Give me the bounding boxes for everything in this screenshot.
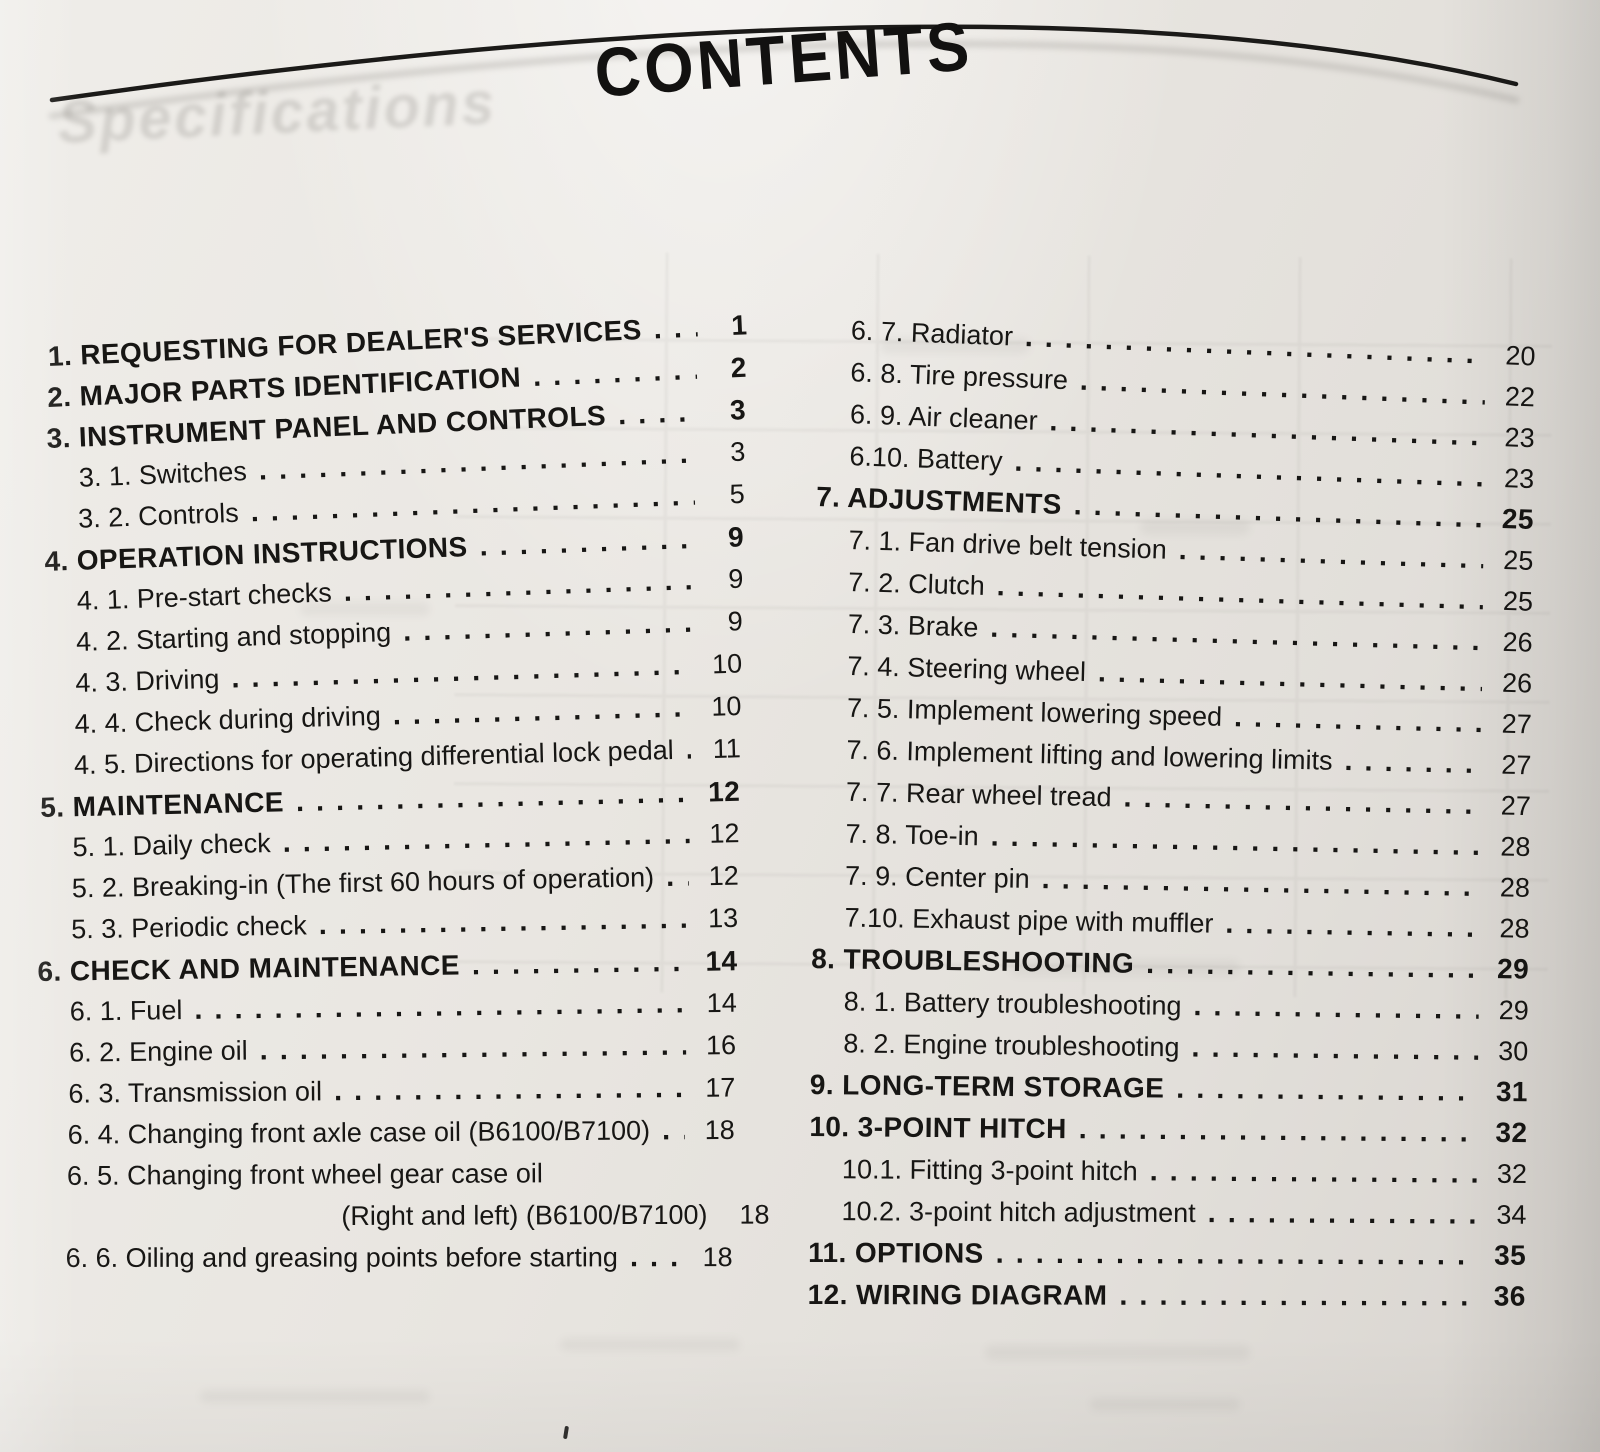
- toc-entry-label: 6. 6. Oiling and greasing points before starting: [65, 1242, 618, 1273]
- toc-entry-page: 32: [1496, 1158, 1528, 1190]
- page-title: CONTENTS: [592, 7, 976, 112]
- toc-entry-page: 12: [709, 818, 740, 849]
- toc-entry: [808, 1274, 1526, 1318]
- toc-entry-label: 4. OPERATION INSTRUCTIONS: [43, 531, 469, 577]
- bleedthrough-title: Specifications: [56, 69, 499, 156]
- dot-leader: [259, 1026, 686, 1072]
- toc-entry-page: 27: [1500, 749, 1532, 781]
- ink-speck: [563, 1426, 569, 1439]
- toc-entry-page: 23: [1503, 463, 1535, 495]
- toc-entry-page: 10: [710, 690, 742, 722]
- toc-entry: [36, 1025, 736, 1074]
- toc-left-column: [37, 309, 770, 1279]
- toc-entry: [808, 1232, 1526, 1277]
- dot-leader: [617, 392, 697, 436]
- dot-leader: [666, 857, 689, 898]
- toc-entry-page: 5: [729, 478, 746, 510]
- toc-entry-label: 6. 5. Changing front wheel gear case oil: [66, 1158, 543, 1191]
- toc-entry-page: 20: [1504, 340, 1537, 372]
- toc-entry-page: 26: [1502, 626, 1534, 658]
- dot-leader: [334, 1068, 686, 1112]
- dot-leader: [282, 814, 690, 864]
- dot-leader: [1225, 903, 1480, 949]
- dot-leader: [1079, 1108, 1478, 1153]
- toc-entry-label: 6. 8. Tire pressure: [849, 357, 1069, 396]
- toc-entry-page: 29: [1498, 995, 1529, 1026]
- toc-entry: [810, 1064, 1528, 1113]
- toc-entry-label: 8. 2. Engine troubleshooting: [843, 1028, 1180, 1063]
- toc-entry-label: 6. 1. Fuel: [69, 995, 183, 1027]
- toc-entry-page: 9: [727, 606, 744, 637]
- toc-entry-page: 25: [1502, 545, 1534, 576]
- toc-entry-label: 7. 9. Center pin: [844, 860, 1030, 894]
- dot-leader: [1191, 1026, 1478, 1071]
- toc-entry-page: 16: [705, 1030, 737, 1061]
- toc-entry-label: 6. 2. Engine oil: [68, 1035, 248, 1068]
- toc-entry-page: 27: [1500, 790, 1532, 822]
- toc-entry-page: 36: [1493, 1280, 1526, 1312]
- toc-entry-label: 4. 1. Pre-start checks: [76, 577, 333, 616]
- dot-leader: [194, 983, 687, 1031]
- toc-entry-label: 6. 9. Air cleaner: [849, 399, 1039, 436]
- toc-entry-page: 18: [704, 1114, 735, 1146]
- toc-entry-page: 3: [729, 394, 747, 426]
- dot-leader: [1344, 740, 1482, 785]
- dot-leader: [318, 899, 688, 946]
- dot-leader: [392, 687, 692, 736]
- toc-entry-page: 26: [1501, 667, 1533, 699]
- toc-entry-label: 3. INSTRUMENT PANEL AND CONTROLS: [45, 399, 607, 454]
- toc-entry-page: 9: [727, 521, 745, 553]
- toc-entry-page: 30: [1498, 1036, 1529, 1067]
- toc-entry-page: 3: [729, 436, 746, 468]
- toc-entry: [35, 1068, 735, 1115]
- bleedthrough-smudge: [985, 1345, 1250, 1360]
- dot-leader: [1208, 1192, 1477, 1235]
- toc-entry-page: 27: [1501, 708, 1533, 740]
- dot-leader: [532, 350, 697, 398]
- toc-entry-page: 28: [1499, 913, 1530, 944]
- toc-entry-page: 32: [1495, 1116, 1528, 1149]
- toc-entry-label: 6. 7. Radiator: [850, 315, 1014, 352]
- toc-entry-page: 9: [727, 563, 744, 595]
- toc-entry-label: 6. 4. Changing front axle case oil (B6100/B7100): [67, 1115, 651, 1150]
- toc-entry: [33, 1237, 733, 1279]
- toc-entry-page: 12: [708, 860, 740, 892]
- toc-entry-label: 4. 5. Directions for operating differential lock pedal: [73, 734, 675, 781]
- toc-entry-label: 5. 3. Periodic check: [70, 910, 308, 945]
- toc-entry-page: 35: [1494, 1239, 1527, 1271]
- toc-right-column: [807, 308, 1537, 1316]
- toc-entry-label: 6. 3. Transmission oil: [68, 1076, 323, 1109]
- toc-entry-page: 28: [1500, 831, 1531, 863]
- toc-entry: [808, 1190, 1526, 1236]
- dot-leader: [685, 730, 691, 771]
- toc-entry-page: 28: [1499, 872, 1531, 903]
- toc-entry: [33, 1195, 770, 1238]
- toc-entry-label: 5. MAINTENANCE: [39, 786, 285, 823]
- bleedthrough-smudge: [1090, 1398, 1240, 1411]
- toc-entry-page: 29: [1496, 953, 1530, 985]
- toc-entry-page: 11: [712, 733, 742, 764]
- toc-entry: [35, 1110, 735, 1156]
- toc-entry-page: 14: [706, 987, 737, 1019]
- toc-entry-label: 7. 5. Implement lowering speed: [846, 692, 1223, 732]
- toc-entry-label: 4. 4. Check during driving: [74, 700, 382, 740]
- toc-entry-page: 25: [1501, 503, 1535, 536]
- toc-entry-page: 14: [705, 945, 738, 977]
- toc-entry-label: 8. TROUBLESHOOTING: [810, 943, 1135, 979]
- toc-entry-label: 5. 1. Daily check: [72, 828, 271, 863]
- toc-entry-label: 10. 3-POINT HITCH: [809, 1111, 1067, 1145]
- toc-entry: [34, 1152, 734, 1197]
- toc-entry-label: 7. ADJUSTMENTS: [815, 481, 1063, 520]
- toc-entry-label: 7. 8. Toe-in: [845, 818, 979, 852]
- toc-entry-page: 12: [707, 775, 741, 808]
- toc-entry-label: 2. MAJOR PARTS IDENTIFICATION: [46, 361, 522, 413]
- toc-entry-page: 18: [702, 1242, 733, 1273]
- bleedthrough-smudge: [200, 1390, 430, 1403]
- toc-entry-page: 34: [1496, 1199, 1527, 1230]
- dot-leader: [996, 1233, 1477, 1277]
- toc-entry-label: 7. 3. Brake: [847, 608, 979, 643]
- toc-entry-label: 3. 2. Controls: [77, 497, 240, 534]
- toc-entry-label: 6. CHECK AND MAINTENANCE: [37, 949, 461, 987]
- toc-entry-label: 5. 2. Breaking-in (The first 60 hours of operation): [71, 862, 655, 904]
- toc-entry-label: 3. 1. Switches: [78, 456, 248, 493]
- toc-entry-label: 6.10. Battery: [849, 441, 1004, 477]
- dot-leader: [1193, 985, 1479, 1031]
- toc-entry-label: 4. 3. Driving: [74, 663, 220, 699]
- toc-entry-label: 11. OPTIONS: [808, 1237, 984, 1269]
- toc-entry-label: 9. LONG-TERM STORAGE: [809, 1069, 1165, 1104]
- toc-entry-page: 1: [730, 309, 748, 341]
- toc-entry-label: 7. 4. Steering wheel: [847, 650, 1087, 688]
- toc-entry-label: 7. 6. Implement lifting and lowering limits: [846, 734, 1333, 776]
- toc-entry-label: 7. 7. Rear wheel tread: [845, 776, 1112, 813]
- bleedthrough-smudge: [560, 1338, 740, 1351]
- toc-entry-label: 7. 1. Fan drive belt tension: [848, 525, 1168, 565]
- dot-leader: [1119, 1275, 1475, 1318]
- toc-entry-page: 2: [730, 351, 748, 384]
- dot-leader: [472, 942, 688, 986]
- toc-entry-label: 12. WIRING DIAGRAM: [807, 1279, 1108, 1311]
- toc-entry-label: 7.10. Exhaust pipe with muffler: [844, 902, 1214, 939]
- dot-leader: [1176, 1068, 1478, 1113]
- dot-leader: [653, 308, 699, 351]
- toc-entry-label: 1. REQUESTING FOR DEALER'S SERVICES: [47, 314, 643, 372]
- toc-entry-label: 7. 2. Clutch: [847, 566, 986, 601]
- toc-entry-label: 8. 1. Battery troubleshooting: [843, 986, 1182, 1021]
- toc-entry: [809, 1106, 1527, 1154]
- toc-entry-page: 18: [739, 1199, 770, 1230]
- dot-leader: [1146, 943, 1480, 990]
- toc-entry-page: 25: [1502, 585, 1534, 617]
- toc-entry-page: 17: [705, 1072, 736, 1103]
- toc-entry-label: 10.1. Fitting 3-point hitch: [841, 1154, 1138, 1187]
- toc-entry-label: (Right and left) (B6100/B7100): [341, 1199, 708, 1231]
- toc-entry-page: 23: [1504, 422, 1536, 454]
- dot-leader: [630, 1237, 683, 1278]
- toc-entry-page: 10: [711, 648, 743, 680]
- dot-leader: [662, 1110, 685, 1151]
- toc-entry: [809, 1148, 1527, 1195]
- toc-entry-label: 10.2. 3-point hitch adjustment: [841, 1196, 1196, 1229]
- toc-entry-page: 13: [707, 902, 739, 934]
- dot-leader: [1150, 1150, 1478, 1194]
- toc-entry-page: 31: [1495, 1075, 1529, 1108]
- dot-leader: [1234, 696, 1483, 744]
- toc-entry-label: 4. 2. Starting and stopping: [75, 617, 392, 657]
- toc-entry-page: 22: [1504, 381, 1536, 413]
